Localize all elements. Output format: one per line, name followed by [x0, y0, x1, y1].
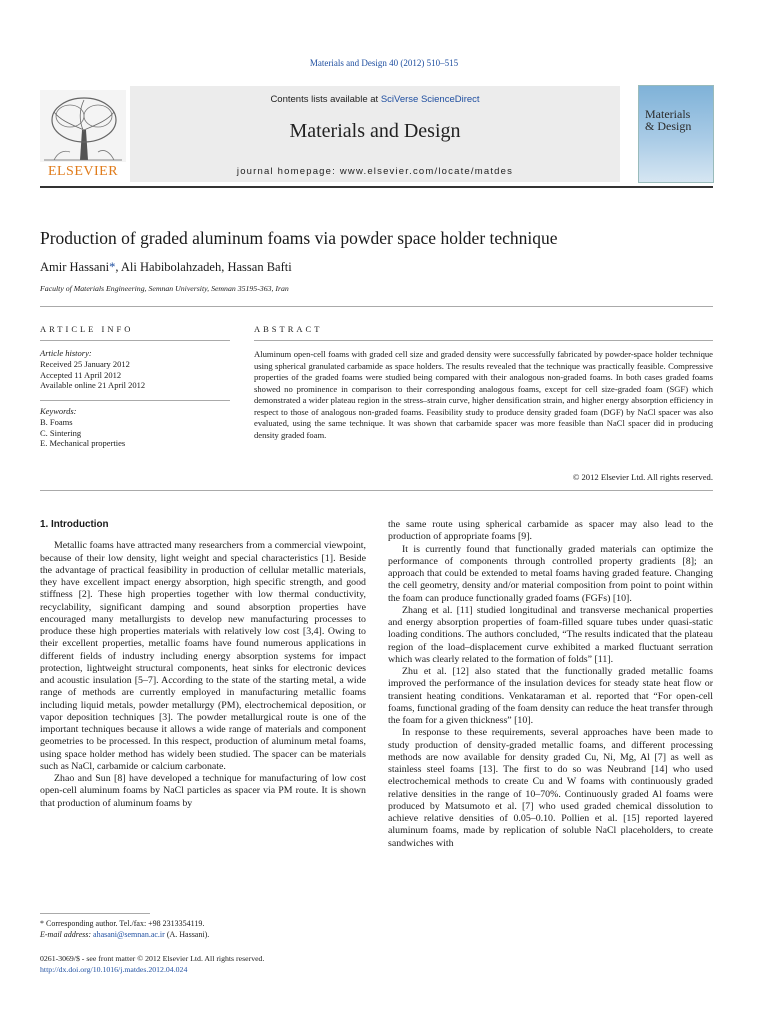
online-date: Available online 21 April 2012 [40, 380, 146, 391]
history-label: Article history: [40, 348, 92, 358]
corresponding-author-mark[interactable]: * [109, 260, 116, 274]
body-right-column [388, 519, 713, 850]
abstract-rule [254, 340, 713, 341]
email-suffix: (A. Hassani). [164, 930, 210, 939]
sciencedirect-link[interactable]: SciVerse ScienceDirect [380, 94, 480, 105]
body-paragraph: In response to these requirements, several approaches have been made to study production of density-graded metallic foams, and different processing methods are now available for density graded Cu, Ni, Mg, Al [7] as well as stainless steel foams [13]. The first to do so was Neubrand [14] who used electrochemical methods to create Cu and W foams with continuously graded relative densities in the range of 10–70%. Continuously graded Al foams were produced by Matsumoto et al. [7] who used graded chemical dissolution to achieve relative densities of 0.05–0.10. Pollien et al. [15] reported layered aluminum foams, made by replication of soluble NaCl placeholders, to create sandwiches with [388, 727, 713, 849]
journal-homepage[interactable]: journal homepage: www.elsevier.com/locate/matdes [236, 166, 514, 177]
body-left-column [40, 519, 366, 810]
abstract-bottom-rule [40, 490, 713, 491]
cover-title-line2: & Design [645, 119, 692, 133]
body-paragraph: Zhu et al. [12] also stated that the functionally graded metallic foams improved the performance of the insulation devices for steady state heat flow or transient heating conditions. Venkataraman et al. reported that “For open-cell foams, functional grading of the foam density can reduce the heat transfer through the foam for a given thickness” [10]. [388, 666, 713, 726]
section-heading-introduction: 1. Introduction [40, 519, 109, 530]
article-title: Production of graded aluminum foams via powder space holder technique [40, 228, 558, 248]
contents-prefix: Contents lists available at [270, 94, 381, 105]
body-paragraph: the same route using spherical carbamide as spacer may also lead to the production of appropriate foams [9]. [388, 519, 713, 543]
header-rule [40, 186, 713, 188]
email-line [40, 929, 366, 940]
abstract-heading: ABSTRACT [254, 324, 323, 334]
received-date: Received 25 January 2012 [40, 358, 130, 369]
page-footer [40, 953, 264, 975]
author-list [40, 260, 292, 275]
email-link[interactable]: ahasani@semnan.ac.ir [93, 930, 165, 939]
footnote [40, 918, 366, 940]
elsevier-wordmark: ELSEVIER [47, 164, 119, 179]
contents-line [130, 94, 620, 105]
keywords [40, 406, 230, 449]
accepted-date: Accepted 11 April 2012 [40, 369, 122, 380]
history-rule [40, 400, 230, 401]
doi-link[interactable]: http://dx.doi.org/10.1016/j.matdes.2012.04.024 [40, 965, 188, 974]
footnote-rule [40, 913, 150, 914]
keyword-item: E. Mechanical properties [40, 438, 126, 449]
body-paragraph: Metallic foams have attracted many researchers from a commercial viewpoint, because of their low density, light weight and special characteristics [1]. Beside the advantage of practical feasibility in production of cellular metallic materials, they have excellent impact energy absorption, high specific strength, and good stiffness [2]. These high properties together with low thermal conductivity, recyclability, significant damping and sound absorption properties have encouraged many metallurgists to develop new manufacturing processes to produce these high properties materials with relatively low cost [3,4]. Owing to their excellent properties, metallic foams have found numerous applications in different fields of industry including energy absorption systems for impact protection, lightweight structural components, heat sinks for electronic devices and acoustic insulation [5–7]. According to the state of the starting metal, a wide range of methods are currently employed in manufacturing metallic foams including liquid metals, powder metallurgy (PM), electrochemical deposition, or vapor deposition techniques [3]. The powder metallurgical route is one of the important techniques because it allows a wide range of materials and component geometries to be processed. In this respect, production of aluminum metal foams, using space holder method has widely been studied. The spacer can be materials such as NaCl, carbamide or calcium carbonate. [40, 540, 366, 772]
article-info-heading: ARTICLE INFO [40, 324, 134, 334]
affiliation-rule [40, 306, 713, 307]
body-paragraph: Zhang et al. [11] studied longitudinal and transverse mechanical properties and energy absorption properties of foam-filled square tubes under quasi-static loading conditions. The authors concluded, “The results indicated that the plateau region of the load–displacement curve exhibited a marked fluctuant serration which was clearly related to the formation of folds” [11]. [388, 604, 713, 665]
author-names-rest: , Ali Habibolahzadeh, Hassan Bafti [115, 260, 292, 274]
abstract-text: Aluminum open-cell foams with graded cell size and graded density were successfully fabricated by powder-space holder technique using spherical granulated carbamide as space holders. The results revealed that the technique was practically feasible. Compressive properties of the graded foams were studied being compared with their analogous non-graded foams. In both cases graded foams showed no prominence in comparison to their corresponding analogous foams, except for cell size-graded foam (SGF) which demonstrated a wider plateau region in the stress–strain curve, higher densification strain, and higher energy absorption efficiency in respect to those of analogous non-graded foams. Feasibility study to produce density graded foam (DGF) by NaCl spacer was also evaluated, using the same technique. It was shown that carbamide spacer was more feasible than NaCl spacer did in producing density graded foam. [254, 349, 713, 440]
cover-title-line1: Materials [645, 107, 691, 121]
email-label: E-mail address: [40, 930, 94, 939]
issn-line: 0261-3069/$ - see front matter © 2012 Elsevier Ltd. All rights reserved. [40, 954, 265, 963]
affiliation: Faculty of Materials Engineering, Semnan University, Semnan 35195-363, Iran [40, 284, 289, 293]
journal-citation[interactable]: Materials and Design 40 (2012) 510–515 [309, 58, 459, 68]
body-paragraph: Zhao and Sun [8] have developed a technique for manufacturing of low cost open-cell aluminum foams by NaCl particles as spacer via PM route. It is shown that production of aluminum foams by [40, 773, 366, 809]
abstract-copyright: © 2012 Elsevier Ltd. All rights reserved. [572, 472, 713, 482]
author-name: Amir Hassani [40, 260, 110, 274]
keyword-item: B. Foams [40, 416, 73, 427]
article-history [40, 348, 230, 391]
journal-cover-thumbnail[interactable] [638, 85, 714, 183]
corresponding-author-note: * Corresponding author. Tel./fax: +98 2313354119. [40, 919, 205, 928]
body-paragraph: It is currently found that functionally graded materials can optimize the performance of components through controlled property gradients [8]; an approach that could be extended to metal foams having graded feature. Changing the cell geometry, density and/or material composition from point to point within the foam can produce functionally graded foams (FGFs) [10]. [388, 543, 713, 604]
journal-title: Materials and Design [289, 120, 461, 142]
keyword-item: C. Sintering [40, 427, 82, 438]
keywords-label: Keywords: [40, 406, 77, 416]
article-info-rule [40, 340, 230, 341]
